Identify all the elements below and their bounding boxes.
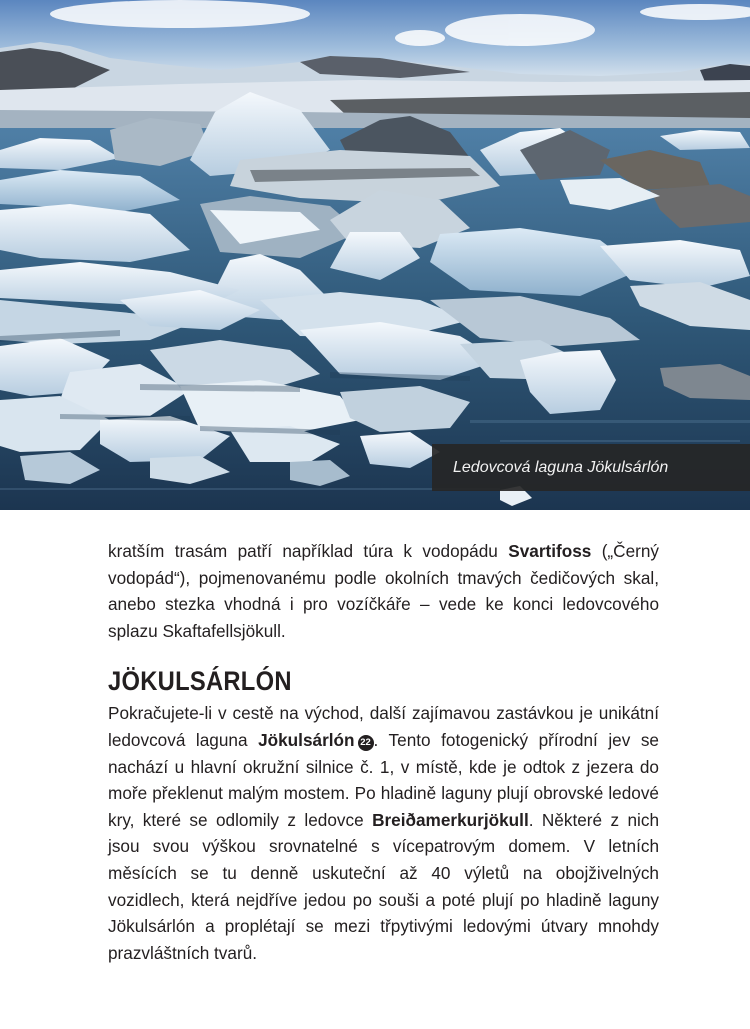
section-paragraph [108,700,659,966]
section-heading: JÖKULSÁRLÓN [108,666,292,697]
map-marker-icon: 22 [358,735,374,751]
article-body [108,538,659,966]
photo-caption: Ledovcová laguna Jökulsárlón [432,444,750,491]
section-text-3: . Některé z nich jsou svou výškou srovnatelné s vícepatrovým domem. V letních měsících se tu denně uskuteční až 40 výletů na obojživelných vozidlech, která nejdříve jedou po souši a poté plují po hladině laguny Jökulsárlón a proplétají se mezi třpytivými ledovými útvary mnohdy prazvláštních tvarů. [108,809,659,963]
intro-text-2: („Černý vodopád“), pojmenovanému podle okolních tmavých čedičových skal, anebo stezka vhodná i pro vozíčkáře – vede ke konci ledovcového splazu Skaftafellsjökull. [108,541,660,641]
breidamerkurjokull-bold: Breiðamerkurjökull [372,809,529,830]
section-text-1: Pokračujete-li v cestě na východ, další zajímavou zastávkou je unikátní ledovcová laguna [108,703,659,750]
intro-paragraph [108,538,659,644]
section-text-2: . Tento fotogenický přírodní jev se nachází u hlavní okružní silnice č. 1, v místě, kde je odtok z jezera do moře překlenut malým mostem. Po hladině laguny plují obrovské ledové kry, které se odlomily z ledovce [108,729,659,830]
intro-text-1: kratším trasám patří například túra k vodopádu [108,541,509,561]
svartifoss-bold: Svartifoss [508,541,592,561]
lagoon-photo [0,0,750,510]
jokulsarlon-bold: Jökulsárlón [258,729,355,750]
lagoon-illustration [0,0,750,510]
